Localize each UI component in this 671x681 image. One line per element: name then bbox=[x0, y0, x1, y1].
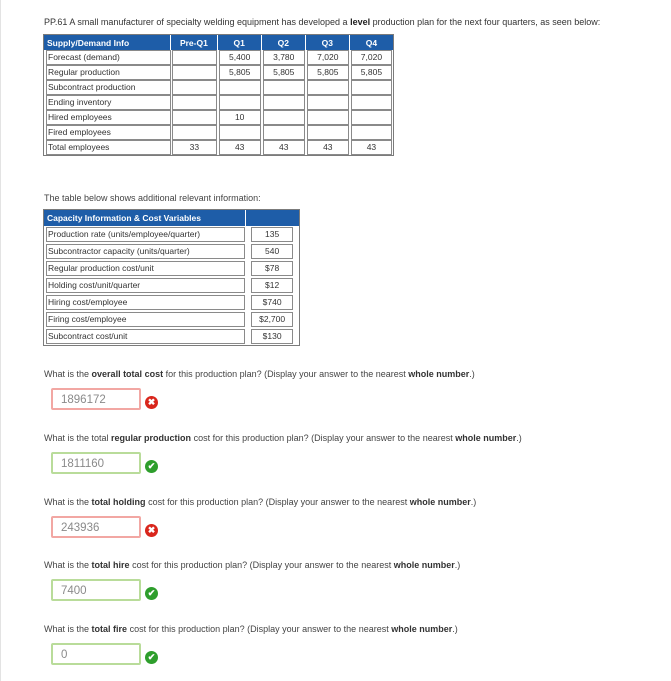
question-bold2: whole number bbox=[408, 369, 470, 379]
table-cell bbox=[219, 125, 261, 140]
question-post: .) bbox=[516, 433, 522, 443]
question-pre: What is the total bbox=[44, 433, 109, 443]
capacity-value: 540 bbox=[251, 244, 293, 259]
capacity-value: $12 bbox=[251, 278, 293, 293]
supply-demand-table bbox=[43, 34, 394, 156]
table-cell: 7,020 bbox=[307, 50, 349, 65]
check-mark-icon: ✔ bbox=[145, 460, 158, 473]
question-pre: What is the bbox=[44, 497, 90, 507]
table-cell: 43 bbox=[307, 140, 349, 155]
supply-table-row bbox=[44, 95, 393, 110]
table-cell bbox=[172, 65, 217, 80]
answer-input[interactable]: 243936 bbox=[51, 516, 141, 538]
table-cell bbox=[172, 80, 217, 95]
capacity-table-row bbox=[44, 226, 299, 243]
check-mark-icon: ✔ bbox=[145, 587, 158, 600]
x-mark-icon: ✖ bbox=[145, 524, 158, 537]
header-q1: Q1 bbox=[218, 35, 262, 50]
table-cell bbox=[351, 95, 392, 110]
problem-statement bbox=[44, 17, 600, 27]
table-cell bbox=[263, 95, 305, 110]
capacity-value: $130 bbox=[251, 329, 293, 344]
row-label: Regular production bbox=[46, 65, 171, 80]
capacity-label: Holding cost/unit/quarter bbox=[46, 278, 245, 293]
table-cell bbox=[307, 110, 349, 125]
supply-table-row bbox=[44, 80, 393, 95]
capacity-label: Subcontractor capacity (units/quarter) bbox=[46, 244, 245, 259]
supply-table-row bbox=[44, 50, 393, 65]
question-post: .) bbox=[454, 560, 461, 570]
supply-table-row bbox=[44, 65, 393, 80]
table-cell bbox=[351, 80, 392, 95]
capacity-label: Hiring cost/employee bbox=[46, 295, 245, 310]
answer-input[interactable]: 1811160 bbox=[51, 452, 141, 474]
row-label: Fired employees bbox=[46, 125, 171, 140]
table-cell: 5,805 bbox=[263, 65, 305, 80]
row-label: Ending inventory bbox=[46, 95, 171, 110]
header-q2: Q2 bbox=[262, 35, 306, 50]
question-mid: cost for this production plan? (Display your answer to the nearest bbox=[193, 433, 453, 443]
capacity-table-row bbox=[44, 243, 299, 260]
header-q4: Q4 bbox=[350, 35, 393, 50]
problem-text-before: A small manufacturer of specialty welding equipment has developed a bbox=[69, 17, 348, 27]
table-cell bbox=[307, 125, 349, 140]
question-mid: cost for this production plan? (Display your answer to the nearest bbox=[148, 497, 408, 507]
question-post: .) bbox=[469, 369, 475, 379]
capacity-table-row bbox=[44, 260, 299, 277]
capacity-value: $740 bbox=[251, 295, 293, 310]
table-cell bbox=[172, 50, 217, 65]
table-cell: 43 bbox=[219, 140, 261, 155]
table-cell bbox=[307, 95, 349, 110]
capacity-table-row bbox=[44, 311, 299, 328]
answer-input[interactable]: 0 bbox=[51, 643, 141, 665]
header-q3: Q3 bbox=[306, 35, 350, 50]
row-label: Subcontract production bbox=[46, 80, 171, 95]
capacity-value: $2,700 bbox=[251, 312, 293, 327]
capacity-table-row bbox=[44, 294, 299, 311]
question-bold: total fire bbox=[91, 624, 128, 634]
question-bold2: whole number bbox=[391, 624, 453, 634]
question-text bbox=[44, 624, 458, 634]
question-mid: cost for this production plan? (Display your answer to the nearest bbox=[129, 624, 389, 634]
question-bold: total hire bbox=[91, 560, 130, 570]
answer-input[interactable]: 1896172 bbox=[51, 388, 141, 410]
capacity-table-header-row bbox=[44, 210, 299, 226]
capacity-label: Production rate (units/employee/quarter) bbox=[46, 227, 245, 242]
question-text bbox=[44, 369, 475, 379]
table-cell: 43 bbox=[263, 140, 305, 155]
answer-input[interactable]: 7400 bbox=[51, 579, 141, 601]
question-bold: overall total cost bbox=[91, 369, 164, 379]
question-bold2: whole number bbox=[455, 433, 517, 443]
check-mark-icon: ✔ bbox=[145, 651, 158, 664]
question-mid: cost for this production plan? (Display your answer to the nearest bbox=[132, 560, 392, 570]
table-cell bbox=[263, 110, 305, 125]
question-mid: for this production plan? (Display your answer to the nearest bbox=[165, 369, 406, 379]
capacity-table-row bbox=[44, 328, 299, 345]
table-cell: 5,805 bbox=[219, 65, 261, 80]
question-bold: total holding bbox=[91, 497, 146, 507]
table-cell bbox=[172, 95, 217, 110]
question-post: .) bbox=[452, 624, 458, 634]
capacity-label: Subcontract cost/unit bbox=[46, 329, 245, 344]
question-pre: What is the bbox=[44, 369, 90, 379]
row-label: Hired employees bbox=[46, 110, 171, 125]
question-bold2: whole number bbox=[409, 497, 471, 507]
table-cell: 3,780 bbox=[263, 50, 305, 65]
table-cell bbox=[172, 125, 217, 140]
table-cell bbox=[351, 125, 392, 140]
table-cell bbox=[351, 110, 392, 125]
row-label: Forecast (demand) bbox=[46, 50, 171, 65]
table-cell: 10 bbox=[219, 110, 261, 125]
header-supply-demand-info: Supply/Demand Info bbox=[44, 35, 171, 50]
problem-bold-word: level bbox=[350, 17, 371, 27]
table-cell: 5,400 bbox=[219, 50, 261, 65]
problem-text-after: production plan for the next four quarters, as seen below: bbox=[372, 17, 601, 27]
supply-table-row bbox=[44, 125, 393, 140]
table-cell bbox=[263, 80, 305, 95]
question-pre: What is the bbox=[44, 624, 90, 634]
question-pre: What is the bbox=[44, 560, 90, 570]
x-mark-icon: ✖ bbox=[145, 396, 158, 409]
capacity-cost-table bbox=[43, 209, 300, 346]
table-cell bbox=[172, 110, 217, 125]
capacity-label: Regular production cost/unit bbox=[46, 261, 245, 276]
capacity-table-row bbox=[44, 277, 299, 294]
table-cell bbox=[263, 125, 305, 140]
supply-table-row bbox=[44, 110, 393, 125]
question-text bbox=[44, 560, 460, 570]
table-cell: 5,805 bbox=[351, 65, 392, 80]
capacity-label: Firing cost/employee bbox=[46, 312, 245, 327]
table-cell: 7,020 bbox=[351, 50, 392, 65]
supply-table-row bbox=[44, 140, 393, 155]
table-cell bbox=[219, 95, 261, 110]
table-cell bbox=[219, 80, 261, 95]
question-post: .) bbox=[470, 497, 477, 507]
table-cell: 5,805 bbox=[307, 65, 349, 80]
table-cell: 33 bbox=[172, 140, 217, 155]
additional-info-caption: The table below shows additional relevant information: bbox=[44, 193, 261, 203]
problem-code: PP.61 bbox=[44, 17, 68, 27]
capacity-value: $78 bbox=[251, 261, 293, 276]
question-text bbox=[44, 433, 522, 443]
header-capacity-information: Capacity Information & Cost Variables bbox=[44, 210, 245, 226]
supply-table-header-row bbox=[44, 35, 393, 50]
question-bold: regular production bbox=[111, 433, 192, 443]
header-pre-q1: Pre-Q1 bbox=[171, 35, 218, 50]
question-bold2: whole number bbox=[393, 560, 455, 570]
question-text bbox=[44, 497, 476, 507]
row-label: Total employees bbox=[46, 140, 171, 155]
table-cell: 43 bbox=[351, 140, 392, 155]
table-cell bbox=[307, 80, 349, 95]
header-value-column bbox=[245, 210, 299, 226]
capacity-value: 135 bbox=[251, 227, 293, 242]
